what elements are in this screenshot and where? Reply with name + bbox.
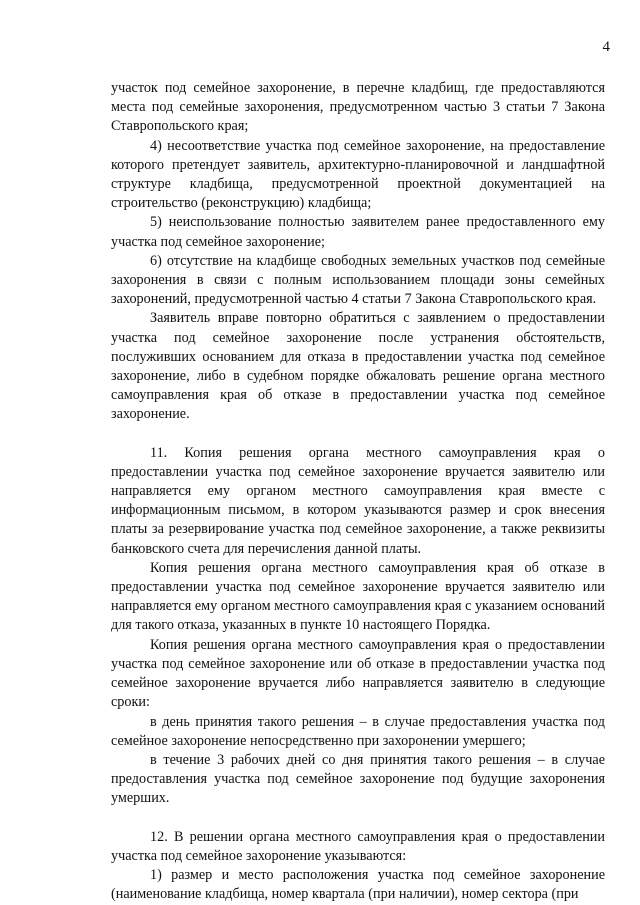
page-number: 4 — [602, 39, 610, 55]
paragraph-term-same-day: в день принятия такого решения – в случае предоставления участка под семейное захоронение непосредственно при захоронении умершего; — [111, 713, 605, 749]
paragraph-delivery-terms: Копия решения органа местного самоуправления края о предоставлении участка под семейное захоронение или об отказе в предоставлении участка под семейное захоронение вручается либо направляется заявителю в следующие сроки: — [111, 636, 605, 711]
paragraph-continuation: участок под семейное захоронение, в перечне кладбищ, где предоставляются места под семейные захоронения, предусмотренном частью 3 статьи 7 Закона Ставропольского края; — [111, 80, 605, 135]
paragraph-item-1: 1) размер и место расположения участка под семейное захоронение (наименование кладбища, номер квартала (при наличии), номер сектора (при — [111, 866, 605, 903]
paragraph-section-12: 12. В решении органа местного самоуправления края о предоставлении участка под семейное захоронение указываются: — [111, 828, 605, 864]
paragraph-section-11: 11. Копия решения органа местного самоуправления края о предоставлении участка под семейное захоронение вручается заявителю или направляется ему органом местного самоуправления края вместе с информационным письмом, в котором указываются размер и срок внесения платы за резервирование участка под семейное захоронение, а также реквизиты банковского счета для перечисления данной платы. — [111, 444, 605, 557]
paragraph-item-5: 5) неиспользование полностью заявителем ранее предоставленного ему участка под семейное захоронение; — [111, 214, 605, 250]
document-body — [111, 79, 605, 904]
paragraph-refusal-copy: Копия решения органа местного самоуправления края об отказе в предоставлении участка под семейное захоронение вручается заявителю или направляется ему органом местного самоуправления края с указанием оснований для такого отказа, указанных в пункте 10 настоящего Порядка. — [111, 559, 605, 634]
paragraph-reapply: Заявитель вправе повторно обратиться с заявлением о предоставлении участка под семейное захоронение после устранения обстоятельств, послуживших основанием для отказа в предоставлении участка под семейное захоронение, либо в судебном порядке обжаловать решение органа местного самоуправления края об отказе в предоставлении участка под семейное захоронение. — [111, 310, 605, 423]
paragraph-item-6: 6) отсутствие на кладбище свободных земельных участков под семейные захоронения в связи с полным использованием площади зоны семейных захоронений, предусмотренной частью 4 статьи 7 Закона Ставропольского края. — [111, 252, 605, 308]
paragraph-term-3-days: в течение 3 рабочих дней со дня принятия такого решения – в случае предоставления участка под семейное захоронение под будущие захоронения умерших. — [111, 751, 605, 807]
paragraph-item-4: 4) несоответствие участка под семейное захоронение, на предоставление которого претендует заявитель, архитектурно-планировочной и ландшафтной структуре кладбища, предусмотренной проектной документацией на строительство (реконструкцию) кладбища; — [111, 137, 605, 212]
